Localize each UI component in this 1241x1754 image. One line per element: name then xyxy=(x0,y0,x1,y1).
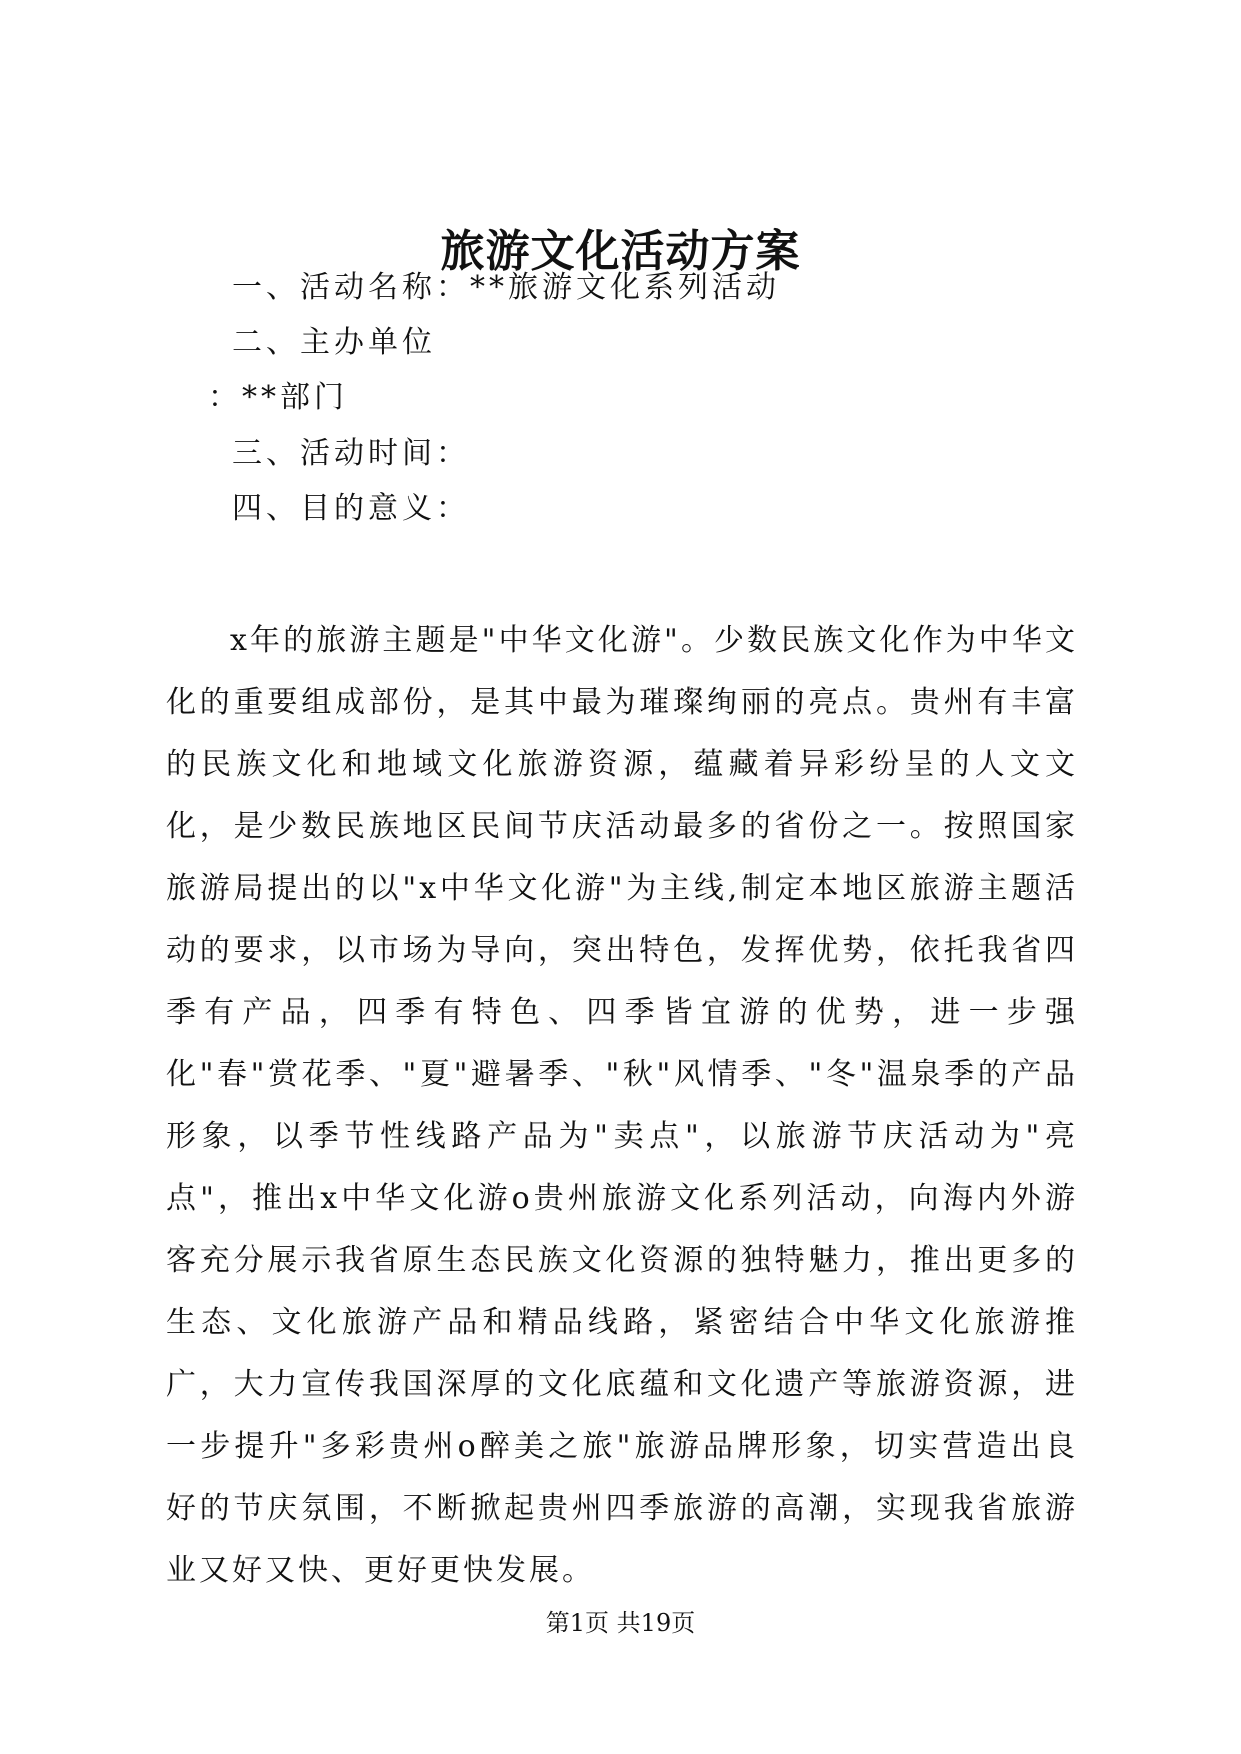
document-title: 旅游文化活动方案 xyxy=(440,226,801,277)
item-organizer: 二、主办单位 xyxy=(232,325,436,360)
item-activity-name: 一、活动名称：**旅游文化系列活动 xyxy=(232,270,780,305)
item-organizer-value: ：**部门 xyxy=(208,380,348,415)
page-number-footer: 第1页 共19页 xyxy=(545,1609,696,1637)
body-paragraph: x年的旅游主题是"中华文化游"。少数民族文化作为中华文化的重要组成部份，是其中最为璀璨绚丽的亮点。贵州有丰富的民族文化和地域文化旅游资源，蕴藏着异彩纷呈的人文文化，是少数民族地区民间节庆活动最多的省份之一。按照国家旅游局提出的以"x中华文化游"为主线,制定本地区旅游主题活动的要求，以市场为导向，突出特色，发挥优势，依托我省四季有产品，四季有特色、四季皆宜游的优势，进一步强化"春"赏花季、"夏"避暑季、"秋"风情季、"冬"温泉季的产品形象，以季节性线路产品为"卖点"，以旅游节庆活动为"亮点"，推出x中华文化游o贵州旅游文化系列活动，向海内外游客充分展示我省原生态民族文化资源的独特魅力，推出更多的生态、文化旅游产品和精品线路，紧密结合中华文化旅游推广，大力宣传我国深厚的文化底蕴和文化遗产等旅游资源，进一步提升"多彩贵州o醉美之旅"旅游品牌形象，切实营造出良好的节庆氛围，不断掀起贵州四季旅游的高潮，实现我省旅游业又好又快、更好更快发展。 xyxy=(166,623,1078,1588)
item-activity-time: 三、活动时间： xyxy=(232,436,470,471)
item-purpose: 四、目的意义： xyxy=(232,491,470,526)
